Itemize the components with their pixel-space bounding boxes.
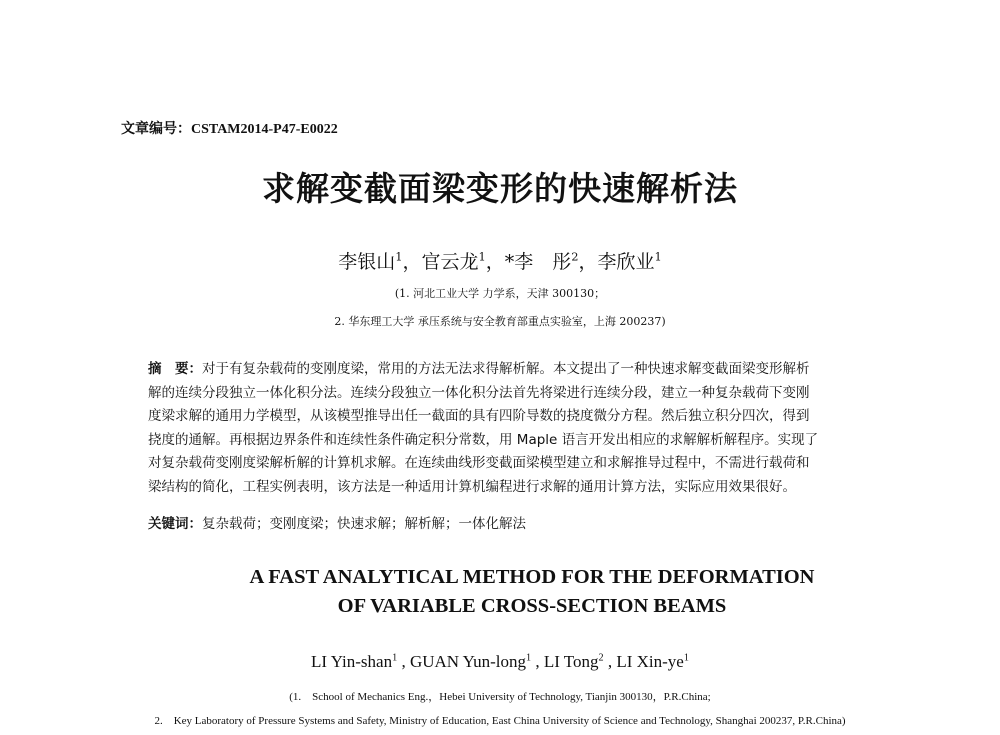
author-en: LI Tong [543,652,599,671]
author-cn: 官云龙 [421,251,479,273]
author-en-affil-mark: 1 [392,652,398,664]
author-en: LI Yin-shan [311,652,393,671]
title-english-line-2: OF VARIABLE CROSS-SECTION BEAMS [337,595,727,617]
abstract-line: 解的连续分段独立一体化积分法。连续分段独立一体化积分法首先将梁进行连续分段，建立一种复杂载荷下变刚 [148,384,810,401]
author-en: LI Xin-ye [616,652,684,671]
title-english-line-1: A FAST ANALYTICAL METHOD FOR THE DEFORMATION [249,566,815,588]
author-separator: , [603,652,617,671]
abstract-text: 对于有复杂载荷的变刚度梁，常用的方法无法求得解析解。本文提出了一种快速求解变截面梁变形解析 [202,361,810,377]
author-cn-affil-mark: 1 [478,249,486,264]
abstract-line: 度梁求解的通用力学模型，从该模型推导出任一截面的具有四阶导数的挠度微分方程。然后独立积分四次，得到 [148,408,810,425]
affiliation-en-2: 2. Key Laboratory of Pressure Systems and Safety, Ministry of Education, East China University of Science and Technology, Shanghai 200237, P.R.China) [154,715,846,727]
author-cn-affil-mark: 2 [571,249,579,264]
author-en: GUAN Yun-long [409,652,526,671]
keywords-label: 关键词： [148,516,202,532]
title-chinese: 求解变截面梁变形的快速解析法 [262,169,738,208]
authors-english [0,652,1000,672]
title-english [0,563,1000,621]
author-separator: , [531,652,544,671]
authors-chinese [0,247,1000,274]
abstract-label: 摘 要： [148,361,202,377]
affiliation-cn-2: 2. 华东理工大学 承压系统与安全教育部重点实验室，上海 200237) [334,315,666,328]
affiliation-cn-1: (1. 河北工业大学 力学系，天津 300130； [394,287,606,300]
author-cn: 李欣业 [597,251,655,273]
author-cn-affil-mark: 1 [395,249,403,264]
author-separator: ， [578,251,598,273]
author-separator: ， [485,251,505,273]
author-en-affil-mark: 1 [683,652,689,664]
article-number: 文章编号：CSTAM2014-P47-E0022 [121,122,338,137]
abstract-line: 对复杂载荷变刚度梁解析解的计算机求解。在连续曲线形变截面梁模型建立和求解推导过程中，不需进行载荷和 [148,455,810,472]
author-cn-affil-mark: 1 [654,249,662,264]
abstract-line: 挠度的通解。再根据边界条件和连续性条件确定积分常数，用 Maple 语言开发出相应的求解解析解程序。实现了 [148,431,819,448]
author-en-affil-mark: 1 [525,652,532,664]
author-separator: , [397,652,410,671]
author-separator: ， [402,251,422,273]
keywords-chinese [148,512,526,532]
keywords-text: 复杂载荷；变刚度梁；快速求解；解析解；一体化解法 [202,516,526,532]
author-en-affil-mark: 2 [598,652,604,664]
author-cn: 李银山 [338,251,396,273]
abstract-line: 梁结构的简化，工程实例表明，该方法是一种适用计算机编程进行求解的通用计算方法，实际应用效果很好。 [148,478,796,495]
abstract-line [148,358,893,382]
author-cn: *李 彤 [504,251,572,273]
abstract-chinese [148,358,893,500]
affiliation-en-1: (1. School of Mechanics Eng.，Hebei University of Technology, Tianjin 300130，P.R.China; [289,691,711,703]
